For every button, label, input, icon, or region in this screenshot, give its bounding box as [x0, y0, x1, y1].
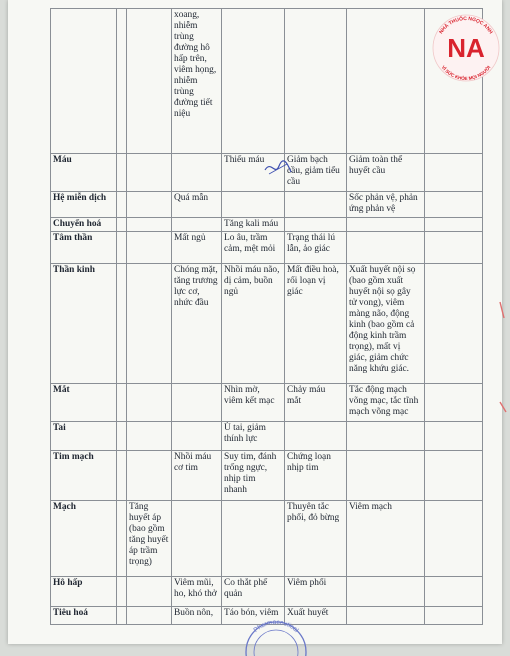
reaction-cell — [117, 384, 127, 422]
edge-mark-red — [498, 300, 508, 320]
reaction-cell — [127, 577, 172, 607]
reaction-cell — [347, 577, 425, 607]
reaction-cell: Viêm mạch — [347, 501, 425, 577]
reaction-cell: Co thắt phế quản — [222, 577, 285, 607]
reaction-cell — [172, 501, 222, 577]
reaction-cell — [425, 192, 483, 218]
reaction-cell — [117, 607, 127, 625]
reaction-cell: Suy tim, đánh trống ngực, nhịp tim nhanh — [222, 451, 285, 501]
reaction-cell — [127, 264, 172, 384]
reaction-cell: Viêm phổi — [285, 577, 347, 607]
organ-class-cell: Tai — [51, 422, 117, 451]
reaction-cell: Thuyên tắc phổi, đỏ bừng — [285, 501, 347, 577]
reaction-cell: Chóng mặt, tăng trương lực cơ, nhức đầu — [172, 264, 222, 384]
reaction-cell — [117, 218, 127, 232]
reaction-cell — [117, 577, 127, 607]
reaction-cell — [127, 218, 172, 232]
logo-top-text: NHÀ THUỐC NGỌC ANH — [438, 15, 494, 36]
signature-mark — [263, 156, 293, 178]
reaction-cell: Nhồi máu não, dị cảm, buồn ngủ — [222, 264, 285, 384]
reaction-cell — [127, 9, 172, 154]
reaction-cell — [347, 607, 425, 625]
reaction-cell — [347, 451, 425, 501]
reaction-cell — [347, 232, 425, 264]
organ-class-cell — [51, 9, 117, 154]
reaction-cell — [347, 218, 425, 232]
reaction-cell — [117, 264, 127, 384]
organ-class-cell: Tim mạch — [51, 451, 117, 501]
table-row — [51, 192, 483, 218]
pharmacy-logo — [428, 10, 504, 86]
organ-class-cell: Tiêu hoá — [51, 607, 117, 625]
reaction-cell — [172, 154, 222, 192]
reaction-cell — [117, 501, 127, 577]
reaction-cell — [285, 9, 347, 154]
reaction-cell: Mất ngủ — [172, 232, 222, 264]
reaction-cell — [285, 422, 347, 451]
table-row — [51, 577, 483, 607]
organ-class-cell: Mắt — [51, 384, 117, 422]
reaction-cell — [425, 422, 483, 451]
reaction-cell: Ù tai, giảm thính lực — [222, 422, 285, 451]
reaction-cell — [127, 192, 172, 218]
reaction-cell — [127, 451, 172, 501]
reaction-cell: Táo bón, viêm — [222, 607, 285, 625]
edge-mark-red — [498, 398, 508, 418]
reaction-cell — [222, 9, 285, 154]
reaction-cell — [425, 232, 483, 264]
reaction-cell — [117, 422, 127, 451]
table-row — [51, 451, 483, 501]
organ-class-cell: Thần kinh — [51, 264, 117, 384]
reaction-cell — [222, 192, 285, 218]
reaction-cell: Mất điều hoà, rối loạn vị giác — [285, 264, 347, 384]
reaction-cell: Xuất huyết nội sọ (bao gồm xuất huyết nội sọ gây tử vong), viêm màng não, động kinh (bao gồm cả động kinh trầm trọng), mất vị giác, giảm chức năng khứu giác. — [347, 264, 425, 384]
reaction-cell — [117, 451, 127, 501]
reaction-cell — [117, 232, 127, 264]
table-row — [51, 232, 483, 264]
table-row — [51, 218, 483, 232]
table-row — [51, 264, 483, 384]
reaction-cell: xoang, nhiễm trùng đường hô hấp trên, viêm họng, nhiễm trùng đường tiết niệu — [172, 9, 222, 154]
reaction-cell — [127, 607, 172, 625]
reaction-cell: Chứng loạn nhịp tim — [285, 451, 347, 501]
reaction-cell — [117, 154, 127, 192]
reaction-cell — [425, 264, 483, 384]
organ-class-cell: Máu — [51, 154, 117, 192]
reaction-cell — [222, 501, 285, 577]
organ-class-cell: Mạch — [51, 501, 117, 577]
reaction-cell — [425, 577, 483, 607]
reaction-cell — [117, 9, 127, 154]
table-row — [51, 422, 483, 451]
reaction-cell — [172, 422, 222, 451]
pharmaceutical-stamp — [240, 616, 312, 656]
adverse-reactions-table — [50, 8, 483, 625]
reaction-cell: Nhìn mờ, viêm kết mạc — [222, 384, 285, 422]
stamp-text: Pharmaceutical — [252, 618, 300, 634]
reaction-cell — [425, 451, 483, 501]
svg-text:Pharmaceutical — [252, 619, 300, 634]
table-row — [51, 384, 483, 422]
reaction-cell: Xuất huyết — [285, 607, 347, 625]
reaction-cell: Nhồi máu cơ tim — [172, 451, 222, 501]
table-row — [51, 501, 483, 577]
reaction-cell — [425, 218, 483, 232]
reaction-cell — [127, 384, 172, 422]
reaction-cell: Buồn nôn, — [172, 607, 222, 625]
reaction-cell: Chảy máu mắt — [285, 384, 347, 422]
reaction-cell: Tăng huyết áp (bao gồm tăng huyết áp trầm trọng) — [127, 501, 172, 577]
reaction-cell: Tắc động mạch võng mạc, tắc tĩnh mạch võng mạc — [347, 384, 425, 422]
reaction-cell — [172, 384, 222, 422]
organ-class-cell: Hệ miễn dịch — [51, 192, 117, 218]
reaction-cell — [347, 422, 425, 451]
reaction-cell — [172, 218, 222, 232]
reaction-cell — [127, 232, 172, 264]
reaction-cell — [127, 422, 172, 451]
table-row — [51, 9, 483, 154]
reaction-cell — [425, 501, 483, 577]
reaction-cell — [425, 154, 483, 192]
document-page — [8, 0, 502, 644]
reaction-cell: Sốc phản vệ, phản ứng phản vệ — [347, 192, 425, 218]
logo-monogram: NA — [447, 33, 485, 63]
reaction-cell: Viêm mũi, ho, khó thở — [172, 577, 222, 607]
reaction-cell — [425, 384, 483, 422]
reaction-cell — [285, 218, 347, 232]
organ-class-cell: Hô hấp — [51, 577, 117, 607]
reaction-cell — [117, 192, 127, 218]
organ-class-cell: Chuyển hoá — [51, 218, 117, 232]
reaction-cell: Tăng kali máu — [222, 218, 285, 232]
reaction-cell — [285, 192, 347, 218]
reaction-cell: Thiếu máu — [222, 154, 285, 192]
reaction-cell: Trạng thái lú lẫn, ảo giác — [285, 232, 347, 264]
reaction-cell: Giảm toàn thể huyết cầu — [347, 154, 425, 192]
organ-class-cell: Tâm thần — [51, 232, 117, 264]
reaction-cell: Quá mẫn — [172, 192, 222, 218]
reaction-cell: Lo âu, trầm cảm, mệt mỏi — [222, 232, 285, 264]
reaction-cell — [347, 9, 425, 154]
logo-bottom-text: VÌ SỨC KHỎE MỌI NGƯỜI — [440, 64, 492, 82]
reaction-cell — [127, 154, 172, 192]
reaction-cell: Giảm bạch cầu, giảm tiểu cầu — [285, 154, 347, 192]
reaction-cell — [425, 607, 483, 625]
